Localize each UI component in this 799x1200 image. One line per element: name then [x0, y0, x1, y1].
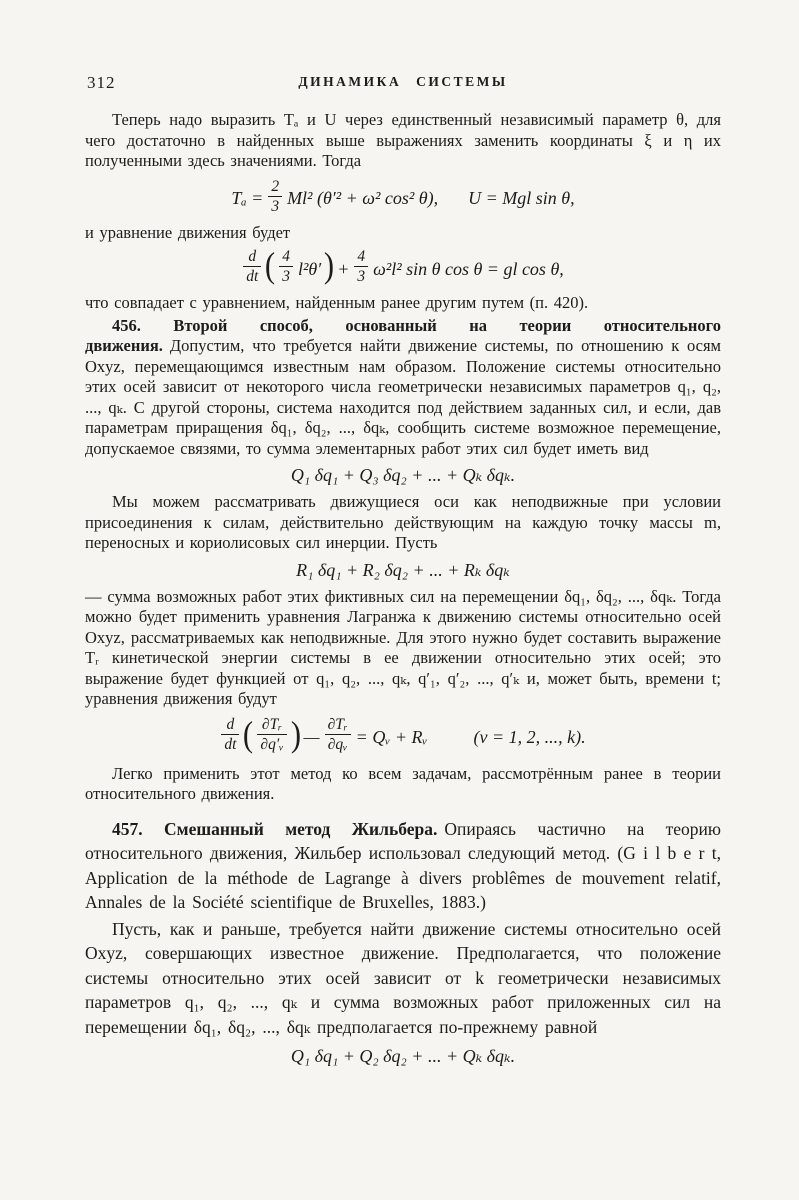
formula-index-condition: (ν = 1, 2, ..., k). [473, 726, 586, 747]
formula-kinetic-potential [85, 177, 721, 218]
formula-lagrange-equations [85, 713, 721, 756]
formula-rhs: Ml² (θ′² + ω² cos² θ), [287, 188, 439, 209]
section-456-heading: 456. Второй способ, основанный на теории относительного движения. [85, 315, 721, 356]
fraction-numerator: ∂Tᵣ [257, 716, 286, 735]
fraction-denominator: ∂q′ᵥ [260, 736, 284, 754]
formula-virtual-work-final: Q₁ δq₁ + Q₂ δq₂ + ... + Qₖ δqₖ. [290, 1046, 516, 1067]
paragraph-coincides: что совпадает с уравнением, найденным ранее другим путем (п. 420). [85, 293, 589, 313]
fraction-partial-tr-qprime [254, 716, 289, 754]
paragraph-sum-fictitious: — сумма возможных работ этих фиктивных сил на перемещении δq₁, δq₂, ..., δqₖ. Тогда можно будет применить уравнения Лагранжа к движению системы относительно осей Oxyz, рассматриваемых как неподвижные. Для этого нужно будет составить выражение Tᵣ кинетической энергии системы в ее движении относительно этих осей; это выражение будет функцией от q₁, q₂, ..., qₖ, q′₁, q′₂, ..., q′ₖ и, может быть, времени t; уравнения движения будут [85, 586, 721, 709]
fraction-denominator: ∂qᵥ [327, 736, 348, 754]
formula-inner-term: l²θ′ [298, 258, 322, 279]
right-parenthesis: ) [290, 713, 301, 754]
fraction-partial-tr-q [322, 716, 354, 754]
formula-tail: ω²l² sin θ cos θ = gl cos θ, [373, 258, 564, 279]
paragraph-equation-intro: и уравнение движения будет [85, 223, 291, 243]
paragraph-intro: Теперь надо выразить Tₐ и U через единственный независимый параметр θ, для чего достаточно в найденных выше выражениях заменить координаты ξ и η их полученными здесь значениями. Тогда [85, 110, 721, 170]
section-457-paragraph [85, 817, 721, 915]
fraction-numerator: 4 [279, 248, 293, 267]
fraction-denominator: 3 [282, 268, 291, 286]
section-457-heading: 457. Смешанный метод Жильбера. [112, 818, 438, 839]
fraction-two-thirds [265, 178, 285, 216]
fraction-four-thirds [276, 248, 296, 286]
fraction-d-dt [240, 248, 264, 286]
section-456-text: Допустим, что требуется найти движение системы, по отношению к осям Oxyz, перемещающимся известным нам образом. Положение системы относительно этих осей зависит от некоторого числа геометрически независимых параметров q₁, q₂, ..., qₖ. С другой стороны, система находится под действием заданных сил, и если, дав параметрам приращения δq₁, δq₂, ..., δqₖ, сообщить системе возможное перемещение, допускаемое связями, то сумма элементарных работ этих сил будет иметь вид [85, 336, 721, 458]
paragraph-as-before: Пусть, как и раньше, требуется найти движение системы относительно осей Oxyz, совершающих известное движение. Предполагается, что положение системы относительно этих осей зависит от k геометрически независимых параметров q₁, q₂, ..., qₖ и сумма возможных работ приложенных сил на перемещении δq₁, δq₂, ..., δqₖ предполагается по-прежнему равной [85, 918, 721, 1037]
formula-lhs: Tₐ = [231, 188, 264, 209]
fraction-denominator: 3 [357, 268, 366, 286]
minus-sign: — [303, 726, 320, 747]
left-parenthesis: ( [265, 245, 276, 286]
formula-virtual-work-r: R₁ δq₁ + R₂ δq₂ + ... + Rₖ δqₖ [296, 559, 510, 580]
paragraph-easy-apply: Легко применить этот метод ко всем задачам, рассмотрённым ранее в теории относительного движения. [85, 763, 721, 804]
fraction-denominator: dt [224, 736, 237, 754]
right-parenthesis: ) [324, 245, 335, 286]
fraction-d-dt [218, 716, 242, 754]
page-header [85, 72, 721, 94]
plus-sign: + [337, 258, 350, 279]
fraction-numerator: ∂Tᵣ [325, 716, 351, 735]
section-457-text: Опираясь частично на теорию относительного движения, Жильбер использовал следующий метод. (G i l b e r t, Application de la méthode de Lagrange à divers problêmes de mouvement relatif, Annales de la Société scientifique de Bruxelles, 1883.) [85, 818, 721, 913]
formula-motion-equation [85, 245, 721, 288]
paragraph-moving-axes: Мы можем рассматривать движущиеся оси как неподвижные при условии присоединения к силам, действительно действующим на каждую точку массы m, переносных и кориолисовых сил инерции. Пусть [85, 492, 721, 553]
section-456-paragraph [85, 316, 721, 460]
formula-equals-qr: = Qᵥ + Rᵥ [355, 726, 428, 747]
formula-virtual-work-q: Q₁ δq₁ + Q₃ δq₂ + ... + Qₖ δqₖ. [290, 465, 516, 486]
formula-potential: U = Mgl sin θ, [468, 188, 575, 209]
running-head: ДИНАМИКА СИСТЕМЫ [298, 74, 508, 89]
fraction-numerator: 4 [354, 248, 368, 267]
fraction-denominator: 3 [271, 197, 280, 215]
fraction-numerator: 2 [268, 178, 282, 197]
fraction-numerator: d [221, 716, 239, 735]
fraction-denominator: dt [246, 268, 259, 286]
fraction-four-thirds [351, 248, 371, 286]
page-number: 312 [87, 73, 116, 92]
fraction-numerator: d [243, 248, 261, 267]
left-parenthesis: ( [243, 713, 254, 754]
